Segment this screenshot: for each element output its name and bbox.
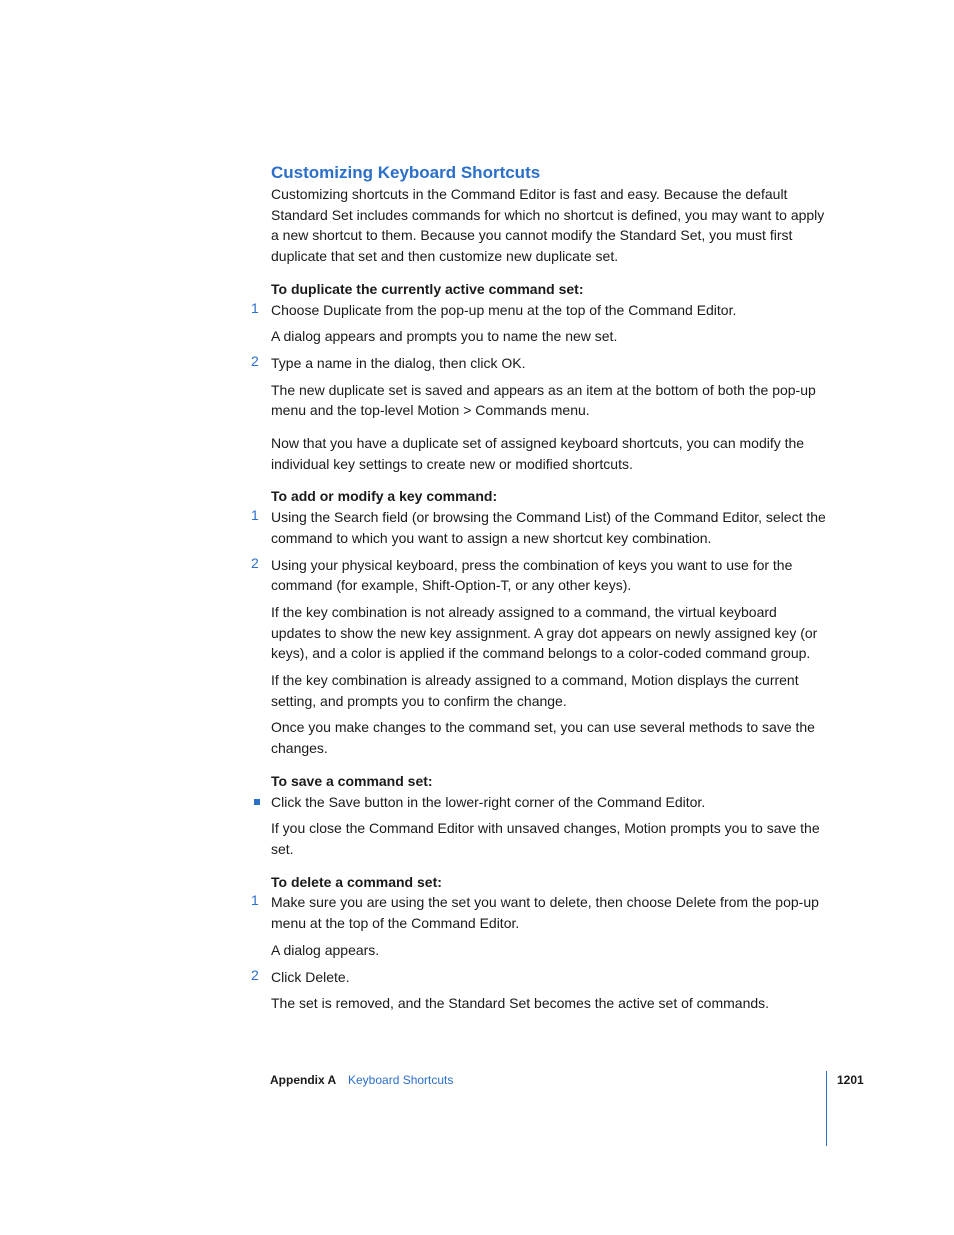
step-number: 1 xyxy=(251,892,259,909)
square-bullet-icon xyxy=(254,799,260,805)
page-number: 1201 xyxy=(837,1073,864,1087)
step-number: 2 xyxy=(251,966,259,983)
save-heading: To save a command set: xyxy=(271,772,433,789)
paragraph: Now that you have a duplicate set of assigned keyboard shortcuts, you can modify the individual key settings to create new or modified shortcuts. xyxy=(271,435,805,472)
step-note: If the key combination is not already assigned to a command, the virtual keyboard updates to show the new key assignment. A gray dot appears on newly assigned key (or keys), and a color is applied if the command belongs to a color-coded command group. xyxy=(271,603,818,662)
step-text: Type a name in the dialog, then click OK. xyxy=(271,354,526,371)
step-number: 1 xyxy=(251,507,259,524)
delete-step-1 xyxy=(251,892,827,933)
step-text: Choose Duplicate from the pop-up menu at the top of the Command Editor. xyxy=(271,301,737,318)
duplicate-heading: To duplicate the currently active command set: xyxy=(271,280,584,297)
step-note: A dialog appears. xyxy=(271,941,380,958)
step-note: If the key combination is already assigned to a command, Motion displays the current setting, and prompts you to confirm the change. xyxy=(271,672,799,709)
step-note: A dialog appears and prompts you to name the new set. xyxy=(271,328,618,345)
step-number: 1 xyxy=(251,299,259,316)
intro-paragraph: Customizing shortcuts in the Command Editor is fast and easy. Because the default Standard Set includes commands for which no shortcut is defined, you may want to apply a new shortcut to them. Because you cannot modify the Standard Set, you must first duplicate that set and then customize new duplicate set. xyxy=(271,186,825,265)
modify-heading: To add or modify a key command: xyxy=(271,488,498,505)
step-text: Make sure you are using the set you want to delete, then choose Delete from the pop-up menu at the top of the Command Editor. xyxy=(271,894,819,932)
step-text: Click Delete. xyxy=(271,968,350,985)
step-note: The new duplicate set is saved and appears as an item at the bottom of both the pop-up menu and the top-level Motion > Commands menu. xyxy=(271,381,816,419)
step-note: The set is removed, and the Standard Set becomes the active set of commands. xyxy=(271,995,770,1012)
step-number: 2 xyxy=(251,352,259,369)
footer-chapter-link[interactable]: Keyboard Shortcuts xyxy=(348,1073,454,1087)
page-content xyxy=(251,162,827,1014)
section-title: Customizing Keyboard Shortcuts xyxy=(271,163,541,182)
delete-step-2 xyxy=(251,966,827,988)
step-text: Click the Save button in the lower-right corner of the Command Editor. xyxy=(271,793,706,810)
save-item xyxy=(271,792,827,813)
modify-step-1 xyxy=(251,507,827,548)
modify-step-2 xyxy=(251,554,827,596)
step-note: Once you make changes to the command set, you can use several methods to save the changes. xyxy=(271,719,815,757)
step-number: 2 xyxy=(251,554,259,571)
duplicate-step-2 xyxy=(251,352,827,374)
step-text: Using your physical keyboard, press the combination of keys you want to use for the command (for example, Shift-Option-T, or any other keys). xyxy=(271,556,793,594)
step-text: Using the Search field (or browsing the Command List) of the Command Editor, select the command to which you want to assign a new shortcut key combination. xyxy=(271,509,826,546)
footer-divider xyxy=(826,1071,827,1146)
duplicate-step-1 xyxy=(251,299,827,321)
delete-heading: To delete a command set: xyxy=(271,873,442,890)
footer-appendix: Appendix A xyxy=(270,1073,337,1087)
step-note: If you close the Command Editor with unsaved changes, Motion prompts you to save the set. xyxy=(271,820,820,857)
